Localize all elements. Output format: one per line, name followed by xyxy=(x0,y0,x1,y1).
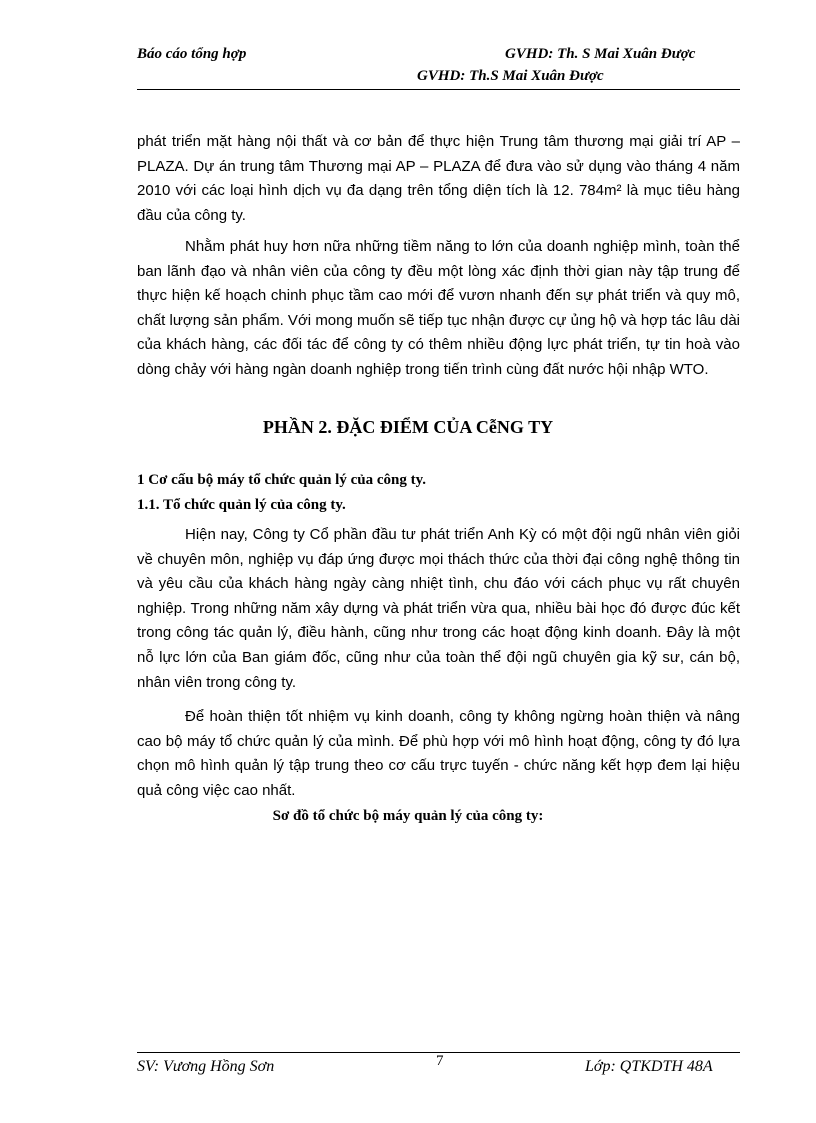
diagram-caption: Sơ đồ tổ chức bộ máy quản lý của công ty: xyxy=(272,808,544,824)
footer-class-name: Lớp: QTKDTH 48A xyxy=(585,1058,713,1075)
header-advisor-line2: GVHD: Th.S Mai Xuân Được xyxy=(417,68,604,84)
paragraph-4: Để hoàn thiện tốt nhiệm vụ kinh doanh, công ty không ngừng hoàn thiện và nâng cao bộ máy tổ chức quản lý của mình. Để phù hợp với mô hình hoạt động, công ty đó lựa chọn mô hình quản lý tập trung theo cơ cấu trực tuyến - chức năng kết hợp đem lại hiệu quả công việc cao nhất. xyxy=(137,708,740,799)
header-advisor-line1: GVHD: Th. S Mai Xuân Được xyxy=(505,46,696,62)
page-number: 7 xyxy=(436,1053,444,1069)
section-heading-1-1: 1.1. Tổ chức quản lý của công ty. xyxy=(137,497,346,513)
section-heading-1: 1 Cơ cấu bộ máy tổ chức quản lý của công ty. xyxy=(137,472,426,488)
paragraph-3: Hiện nay, Công ty Cổ phần đầu tư phát triển Anh Kỳ có một đội ngũ nhân viên giỏi về chuyên môn, nghiệp vụ đáp ứng được mọi thách thức của thời đại công nghệ thông tin và yêu cầu của khách hàng ngày càng nhiệt tình, chu đáo với cách phục vụ rất chuyên nghiệp. Trong những năm xây dựng và phát triển vừa qua, nhiều bài học đó được đúc kết trong công tác quản lý, điều hành, cũng như trong các hoạt động kinh doanh. Đây là một nỗ lực lớn của Ban giám đốc, cũng như của toàn thể đội ngũ chuyên gia kỹ sư, cán bộ, nhân viên trong công ty. xyxy=(137,526,740,691)
paragraph-1: phát triển mặt hàng nội thất và cơ bản để thực hiện Trung tâm thương mại giải trí AP – PLAZA. Dự án trung tâm Thương mại AP – PLAZA để đưa vào sử dụng vào tháng 4 năm 2010 với các loại hình dịch vụ đa dạng trên tổng diện tích là 12. 784m² là mục tiêu hàng đầu của công ty. xyxy=(137,133,740,224)
header-left-title: Báo cáo tổng hợp xyxy=(137,46,247,62)
header-rule xyxy=(137,89,740,90)
paragraph-2: Nhằm phát huy hơn nữa những tiềm năng to lớn của doanh nghiệp mình, toàn thể ban lãnh đạo và nhân viên của công ty đều một lòng xác định thời gian này tập trung để thực hiện kế hoạch chinh phục tầm cao mới để vươn nhanh đến sự phát triển và quy mô, chất lượng sản phẩm. Với mong muốn sẽ tiếp tục nhận được cự ủng hộ và hợp tác lâu dài của khách hàng, các đối tác để công ty có thêm nhiều động lực phát triển, tự tin hoà vào dòng chảy với hàng ngàn doanh nghiệp trong tiến trình cùng đất nước hội nhập WTO. xyxy=(137,238,740,378)
footer-student-name: SV: Vương Hồng Sơn xyxy=(137,1058,275,1075)
part-heading: PHẦN 2. ĐẶC ĐIỂM CỦA CễNG TY xyxy=(262,417,554,437)
